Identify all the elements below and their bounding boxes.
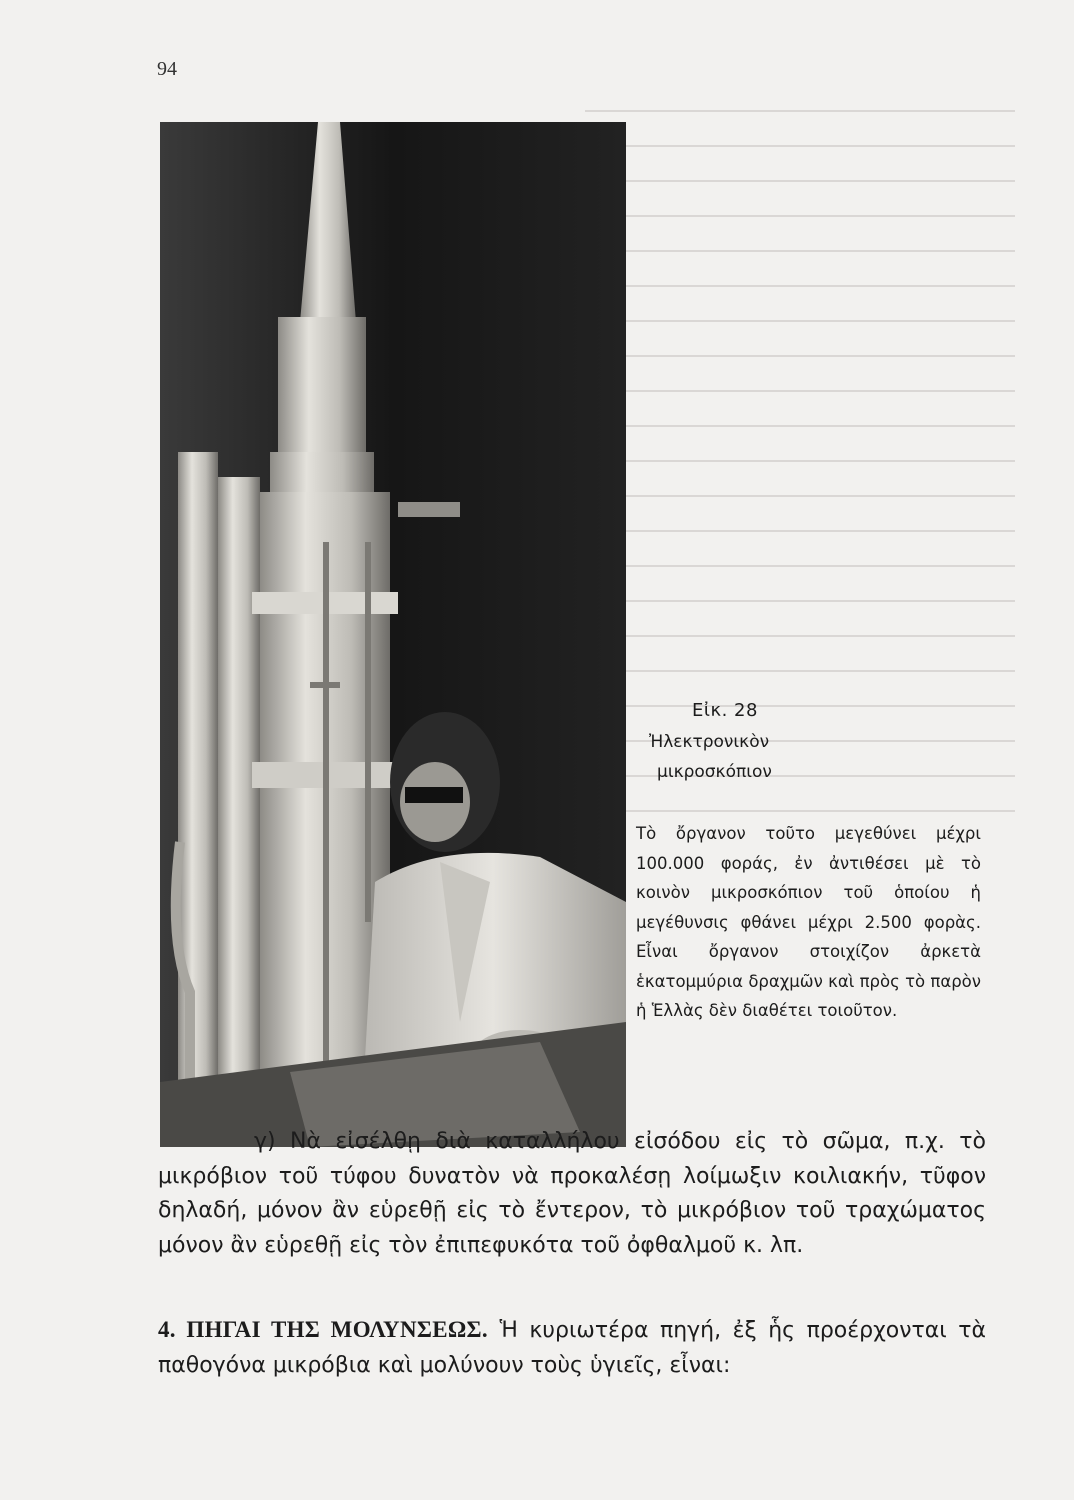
section-heading: 4. ΠΗΓΑΙ ΤΗΣ ΜΟΛΥΝΣΕΩΣ.	[158, 1317, 488, 1342]
page-number: 94	[157, 58, 177, 80]
electron-microscope-photo	[160, 122, 626, 1147]
microscope-illustration	[160, 122, 626, 1147]
figure-title-line1: Ἠλεκτρονικὸν	[649, 732, 770, 752]
figure-title-line2: μικροσκόπιον	[657, 762, 772, 782]
figure-label: Εἰκ. 28	[692, 700, 758, 721]
section-paragraph	[158, 1313, 986, 1383]
figure-caption: Τὸ ὄργανον τοῦτο μεγεθύνει μέχρι 100.000 φοράς, ἐν ἀντιθέσει μὲ τὸ κοινὸν μικροσκόπιον τοῦ ὁποίου ἡ μεγέθυνσις φθάνει μέχρι 2.500 φορὰς. Εἶναι ὄργανον στοιχίζον ἀρκετὰ ἑκατομμύρια δραχμῶν καὶ πρὸς τὸ παρὸν ἡ Ἑλλὰς δὲν διαθέτει τοιοῦτον.	[636, 824, 981, 1020]
section-text: Ἡ κυριωτέρα πηγή, ἐξ ἧς προέρχονται τὰ παθογόνα μικρόβια καὶ μολύνουν τοὺς ὑγιεῖς, εἶναι:	[158, 1318, 986, 1378]
paragraph-c: γ) Νὰ εἰσέλθῃ διὰ καταλλήλου εἰσόδου εἰς τὸ σῶμα, π.χ. τὸ μικρόβιον τοῦ τύφου δυνατὸν νὰ προκαλέσῃ λοίμωξιν κοιλιακήν, τῦφον δηλαδή, μόνον ἂν εὑρεθῇ εἰς τὸ ἔντερον, τὸ μικρόβιον τοῦ τραχώματος μόνον ἂν εὑρεθῇ εἰς τὸν ἐπιπεφυκότα τοῦ ὀφθαλμοῦ κ. λπ.	[158, 1129, 986, 1258]
bleed-through-text	[585, 110, 1015, 870]
